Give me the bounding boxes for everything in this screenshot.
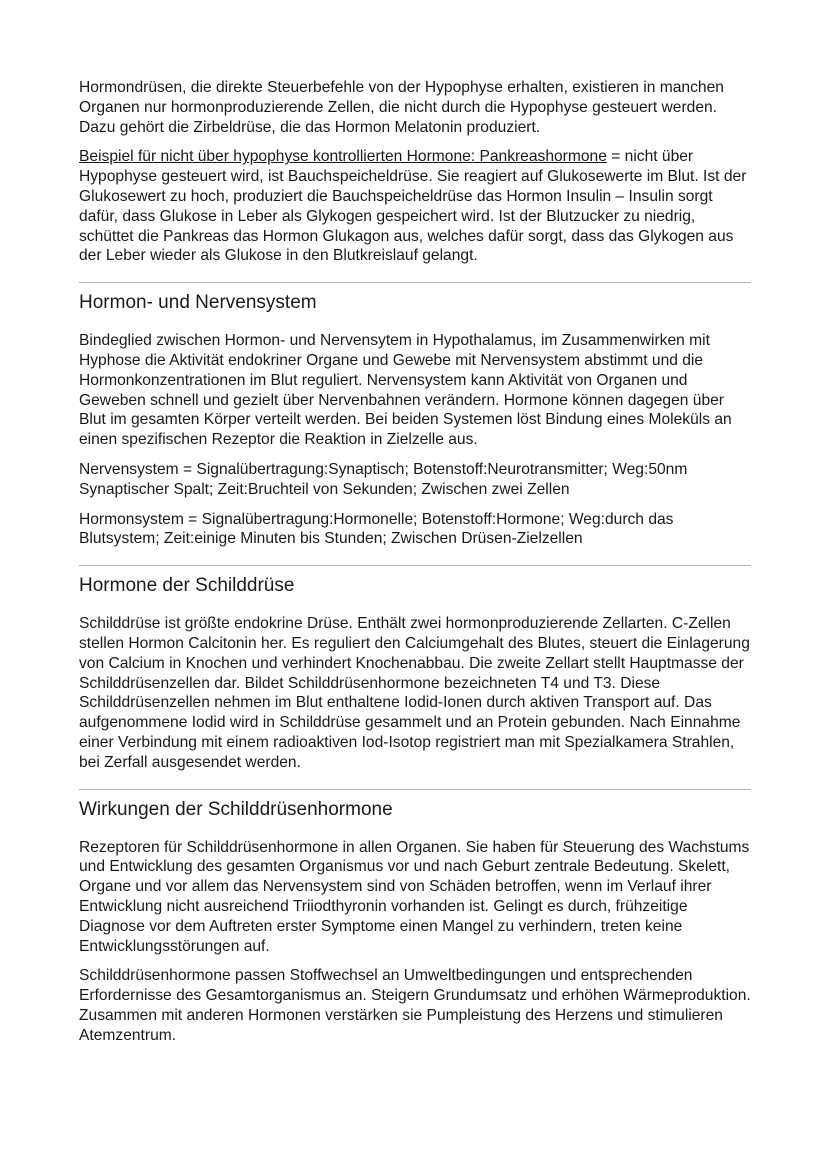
- document-page: [79, 78, 751, 1055]
- section-1-paragraph-1: Bindeglied zwischen Hormon- und Nervensytem in Hypothalamus, im Zusammenwirken mit Hyphose die Aktivität endokriner Organe und Gewebe mit Nervensystem abstimmt und die Hormonkonzentrationen im Blut reguliert. Nervensystem kann Aktivität von Organen und Geweben schnell und gezielt über Nervenbahnen verändern. Hormone können dagegen über Blut im gesamten Körper verteilt werden. Bei beiden Systemen löst Bindung eines Moleküls an einen spezifischen Rezeptor die Reaktion in Zielzelle aus.: [79, 332, 732, 449]
- section-3-paragraph-2: Schilddrüsenhormone passen Stoffwechsel an Umweltbedingungen und entsprechenden Erfordernisse des Gesamtorganismus an. Steigern Grundumsatz und erhöhen Wärmeproduktion. Zusammen mit anderen Hormonen verstärken sie Pumpleistung des Herzens und stimulieren Atemzentrum.: [79, 967, 751, 1044]
- section-heading-hormone-schilddruese: Hormone der Schilddrüse: [79, 575, 295, 597]
- section-1-paragraph-hormonsystem: Hormonsystem = Signalübertragung:Hormonelle; Botenstoff:Hormone; Weg:durch das Blutsystem; Zeit:einige Minuten bis Stunden; Zwischen Drüsen-Zielzellen: [79, 510, 674, 548]
- section-3-paragraph-1: Rezeptoren für Schilddrüsenhormone in allen Organen. Sie haben für Steuerung des Wachstums und Entwicklung des gesamten Organismus vor und nach Geburt zentrale Bedeutung. Skelett, Organe und vor allem das Nervensystem sind von Schäden betroffen, wenn im Verlauf ihrer Entwicklung nicht ausreichend Triiodthyronin vorhanden ist. Gelingt es durch, frühzeitige Diagnose vor dem Auftreten erster Symptome einen Mangel zu verhindern, treten keine Entwicklungsstörungen auf.: [79, 838, 750, 955]
- section-divider: [79, 282, 751, 283]
- intro-paragraph-1: Hormondrüsen, die direkte Steuerbefehle von der Hypophyse erhalten, existieren in manchen Organen nur hormonproduzierende Zellen, die nicht durch die Hypophyse gesteuert werden. Dazu gehört die Zirbeldrüse, die das Hormon Melatonin produziert.: [79, 79, 724, 136]
- section-heading-wirkungen: Wirkungen der Schilddrüsenhormone: [79, 798, 393, 820]
- example-heading-underlined: Beispiel für nicht über hypophyse kontrollierten Hormone: Pankreashormone: [79, 148, 607, 166]
- section-1-paragraph-nervensystem: Nervensystem = Signalübertragung:Synaptisch; Botenstoff:Neurotransmitter; Weg:50nm Synaptischer Spalt; Zeit:Bruchteil von Sekunden; Zwischen zwei Zellen: [79, 460, 688, 498]
- intro-paragraph-2-text: = nicht über Hypophyse gesteuert wird, ist Bauchspeicheldrüse. Sie reagiert auf Glukosewerte im Blut. Ist der Glukosewert zu hoch, produziert die Bauchspeicheldrüse das Hormon Insulin – Insulin sorgt dafür, dass Glukose in Leber als Glykogen gespeichert wird. Ist der Blutzucker zu niedrig, schüttet die Pankreas das Hormon Glukagon aus, welches dafür sorgt, dass das Glykogen aus der Leber wieder als Glukose in den Blutkreislauf gelangt.: [79, 148, 747, 265]
- section-2-paragraph-1: Schilddrüse ist größte endokrine Drüse. Enthält zwei hormonproduzierende Zellarten. C-Zellen stellen Hormon Calcitonin her. Es reguliert den Calciumgehalt des Blutes, steuert die Einlagerung von Calcium in Knochen und verhindert Knochenabbau. Die zweite Zellart stellt Hauptmasse der Schilddrüsenzellen dar. Bildet Schilddrüsenhormone bezeichneten T4 und T3. Diese Schilddrüsenzellen nehmen im Blut enthaltene Iodid-Ionen durch aktiven Transport auf. Das aufgenommene Iodid wird in Schilddrüse gesammelt und an Protein gebunden. Nach Einnahme einer Verbindung mit einem radioaktiven Iod-Isotop registriert man mit Spezialkamera Strahlen, bei Zerfall ausgesendet werden.: [79, 615, 750, 771]
- section-divider: [79, 565, 751, 566]
- section-heading-hormon-nervensystem: Hormon- und Nervensystem: [79, 292, 317, 314]
- section-divider: [79, 789, 751, 790]
- intro-paragraph-2: [79, 147, 751, 266]
